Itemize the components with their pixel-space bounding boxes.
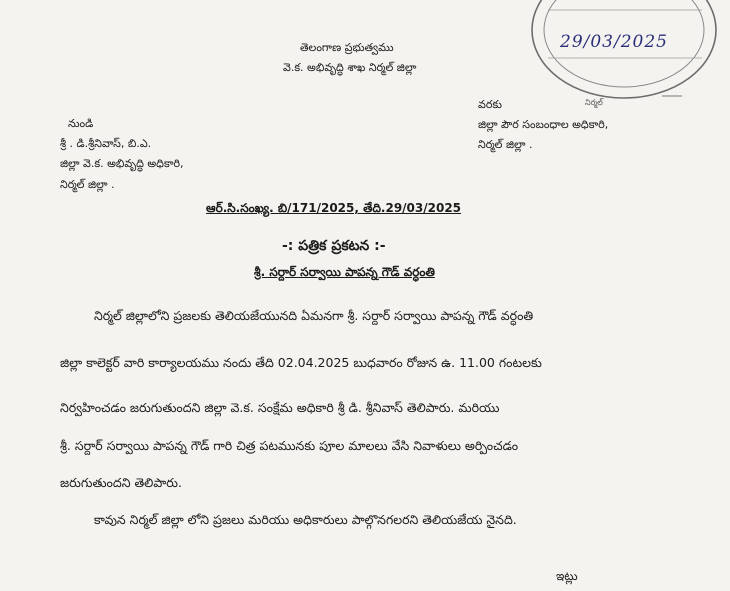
header-government: తెలంగాణ ప్రభుత్వము [300,41,394,54]
page-title: -: పత్రిక ప్రకటన :- [282,238,386,254]
body-line-3: నిర్వహించడం జరుగుతుందని జిల్లా వె.క. సంక్షేమ అధికారి శ్రీ డి. శ్రీనివాస్ తెలిపారు. మరియు [60,400,500,415]
closing-text: ఇట్లు [556,569,578,583]
from-name: శ్రీ . డి.శ్రీనివాస్, బి.ఎ. [60,137,152,150]
reference-number: ఆర్.సి.సంఖ్య. బి/171/2025, తేది.29/03/2025 [206,201,462,215]
office-seal-stamp [512,0,722,110]
from-designation: జిల్లా వె.క. అభివృద్ధి అధికారి, [60,157,184,170]
body-line-2: జిల్లా కాలెక్టర్ వారి కార్యాలయము నందు తేది 02.04.2025 బుధవారం రోజున ఉ. 11.00 గంటలకు [60,355,542,370]
from-label: నుండి [68,117,94,130]
to-place: నిర్మల్ జిల్లా . [478,138,533,151]
body-line-6: కావున నిర్మల్ జిల్లా లోని ప్రజలు మరియు అధికారులు పాల్గొనగలరని తెలియజేయ నైనది. [94,512,517,527]
body-line-4: శ్రీ. సర్దార్ సర్వాయి పాపన్న గౌడ్ గారి చిత్ర పటమునకు పూల మాలలు వేసి నివాళులు అర్పించడం [60,438,519,453]
body-line-1: నిర్మల్ జిల్లాలోని ప్రజలకు తెలియజేయునది ఏమనగా శ్రీ. సర్దార్ సర్వాయి పాపన్న గౌడ్ వర్ధంతి [94,308,534,323]
header-department: వె.క. అభివృద్ధి శాఖ నిర్మల్ జిల్లా [283,61,417,74]
body-line-5: జరుగుతుందని తెలిపారు. [60,475,182,490]
stamp-date: 29/03/2025 [560,32,668,52]
subtitle: శ్రీ. సర్దార్ సర్వాయి పాపన్న గౌడ్ వర్ధంతి [254,265,435,279]
stamp-location: నిర్మల్ [585,98,603,107]
to-label: వరకు [478,98,502,111]
from-place: నిర్మల్ జిల్లా . [60,178,115,191]
to-designation: జిల్లా పౌర సంబంధాల అధికారి, [478,118,609,131]
